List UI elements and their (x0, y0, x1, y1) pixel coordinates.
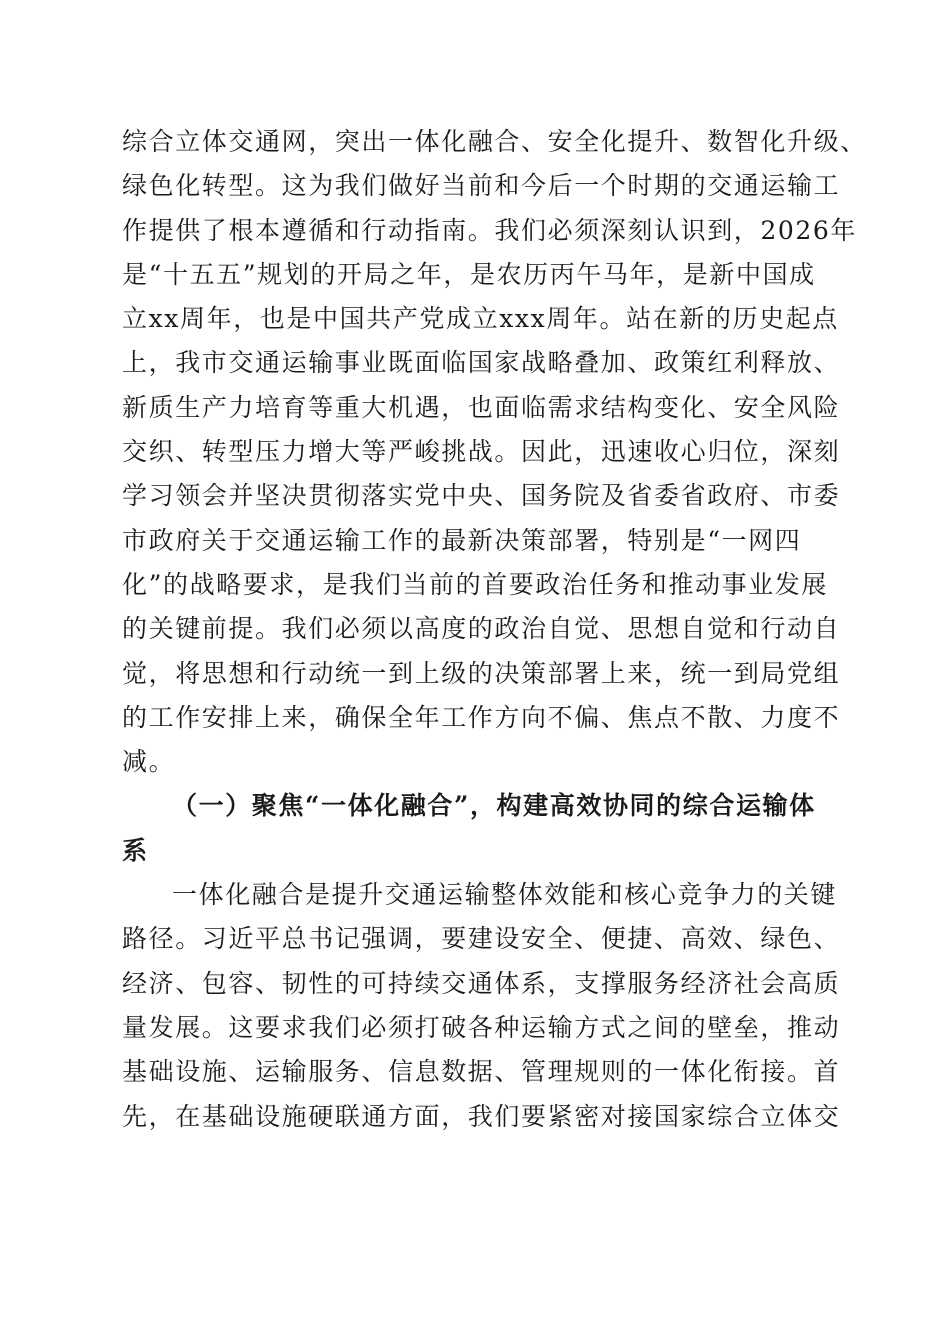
paragraph-line: 绿色化转型。这为我们做好当前和今后一个时期的交通运输工 (122, 171, 841, 201)
body-text (122, 120, 867, 1139)
paragraph-line: 减。 (122, 747, 176, 777)
paragraph-line: 化”的战略要求，是我们当前的首要政治任务和推动事业发展 (122, 569, 828, 599)
heading-line: （一）聚焦“一体化融合”，构建高效协同的综合运输体 (172, 791, 816, 821)
paragraph-line: 学习领会并坚决贯彻落实党中央、国务院及省委省政府、市委 (122, 481, 841, 511)
paragraph-line: 市政府关于交通运输工作的最新决策部署，特别是“一网四 (122, 525, 802, 555)
paragraph-1 (122, 120, 867, 784)
paragraph-line: 作提供了根本遵循和行动指南。我们必须深刻认识到，2026年 (122, 215, 858, 245)
paragraph-line: 新质生产力培育等重大机遇，也面临需求结构变化、安全风险 (122, 392, 841, 422)
paragraph-2 (122, 873, 841, 1139)
paragraph-line: 路径。习近平总书记强调，要建设安全、便捷、高效、绿色、 (122, 924, 841, 954)
heading-line: 系 (122, 835, 149, 865)
paragraph-line: 是“十五五”规划的开局之年，是农历丙午马年，是新中国成 (122, 259, 816, 289)
section-heading (122, 784, 830, 873)
paragraph-line: 基础设施、运输服务、信息数据、管理规则的一体化衔接。首 (122, 1057, 841, 1087)
paragraph-line: 上，我市交通运输事业既面临国家战略叠加、政策红利释放、 (122, 348, 841, 378)
paragraph-line: 的关键前提。我们必须以高度的政治自觉、思想自觉和行动自 (122, 614, 841, 644)
paragraph-line: 立xx周年，也是中国共产党成立xxx周年。站在新的历史起点 (122, 304, 839, 334)
paragraph-line: 综合立体交通网，突出一体化融合、安全化提升、数智化升级、 (122, 127, 867, 156)
paragraph-line: 先，在基础设施硬联通方面，我们要紧密对接国家综合立体交 (122, 1101, 841, 1131)
paragraph-line: 的工作安排上来，确保全年工作方向不偏、焦点不散、力度不 (122, 702, 841, 732)
paragraph-line: 经济、包容、韧性的可持续交通体系，支撑服务经济社会高质 (122, 968, 841, 998)
paragraph-line: 一体化融合是提升交通运输整体效能和核心竞争力的关键 (172, 880, 838, 910)
paragraph-line: 交织、转型压力增大等严峻挑战。因此，迅速收心归位，深刻 (122, 437, 841, 467)
paragraph-line: 量发展。这要求我们必须打破各种运输方式之间的壁垒，推动 (122, 1012, 841, 1042)
paragraph-line: 觉，将思想和行动统一到上级的决策部署上来，统一到局党组 (122, 658, 841, 688)
